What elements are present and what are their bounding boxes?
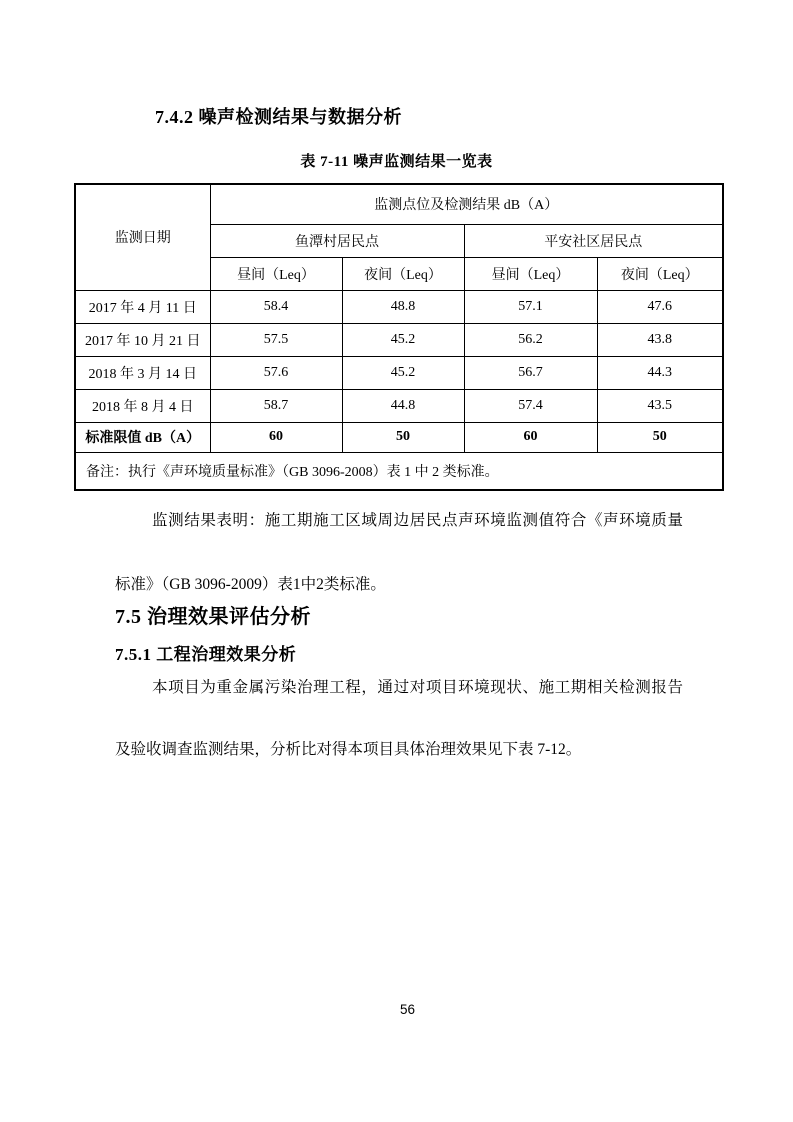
limit-row <box>75 422 723 452</box>
date-cell: 2017 年 4 月 11 日 <box>75 290 210 323</box>
header-cell-site2: 平安社区居民点 <box>464 224 723 257</box>
date-cell: 2018 年 8 月 4 日 <box>75 389 210 422</box>
limit-value-cell: 60 <box>210 422 342 452</box>
section-heading-742: 7.4.2 噪声检测结果与数据分析 <box>155 107 402 127</box>
value-cell: 58.7 <box>210 389 342 422</box>
table-row <box>75 323 723 356</box>
header-cell-day1: 昼间（Leq） <box>210 257 342 290</box>
header-cell-night1: 夜间（Leq） <box>342 257 464 290</box>
value-cell: 44.8 <box>342 389 464 422</box>
date-cell: 2018 年 3 月 14 日 <box>75 356 210 389</box>
limit-value-cell: 60 <box>464 422 597 452</box>
noise-monitoring-table <box>74 183 724 491</box>
header-cell-date: 监测日期 <box>75 184 210 290</box>
value-cell: 44.3 <box>597 356 723 389</box>
section-heading-75: 7.5 治理效果评估分析 <box>115 606 311 628</box>
value-cell: 57.6 <box>210 356 342 389</box>
page-number: 56 <box>399 1002 416 1017</box>
header-cell-site1: 鱼潭村居民点 <box>210 224 464 257</box>
value-cell: 57.5 <box>210 323 342 356</box>
value-cell: 43.5 <box>597 389 723 422</box>
date-cell: 2017 年 10 月 21 日 <box>75 323 210 356</box>
value-cell: 45.2 <box>342 356 464 389</box>
table-row <box>75 356 723 389</box>
value-cell: 57.4 <box>464 389 597 422</box>
value-cell: 57.1 <box>464 290 597 323</box>
table-note: 备注：执行《声环境质量标准》（GB 3096-2008）表 1 中 2 类标准。 <box>75 452 723 490</box>
limit-value-cell: 50 <box>342 422 464 452</box>
header-cell-night2: 夜间（Leq） <box>597 257 723 290</box>
paragraph-line: 及验收调查监测结果，分析比对得本项目具体治理效果见下表 7-12。 <box>115 741 582 758</box>
table-caption: 表 7-11 噪声监测结果一览表 <box>300 154 493 170</box>
paragraph-line: 监测结果表明：施工期施工区域周边居民点声环境监测值符合《声环境质量 <box>152 512 683 529</box>
paragraph-line: 本项目为重金属污染治理工程，通过对项目环境现状、施工期相关检测报告 <box>152 679 683 696</box>
value-cell: 43.8 <box>597 323 723 356</box>
paragraph-project-effect <box>115 672 683 765</box>
value-cell: 48.8 <box>342 290 464 323</box>
value-cell: 47.6 <box>597 290 723 323</box>
value-cell: 56.7 <box>464 356 597 389</box>
paragraph-monitoring-result <box>115 505 683 601</box>
value-cell: 45.2 <box>342 323 464 356</box>
note-row <box>75 452 723 490</box>
limit-value-cell: 50 <box>597 422 723 452</box>
limit-label-cell: 标准限值 dB（A） <box>75 422 210 452</box>
table-row <box>75 389 723 422</box>
table-row <box>75 290 723 323</box>
paragraph-line: 标准》（GB 3096-2009）表1中2类标准。 <box>115 576 386 593</box>
value-cell: 58.4 <box>210 290 342 323</box>
header-cell-result-group: 监测点位及检测结果 dB（A） <box>210 184 723 224</box>
section-heading-751: 7.5.1 工程治理效果分析 <box>115 645 297 664</box>
value-cell: 56.2 <box>464 323 597 356</box>
header-cell-day2: 昼间（Leq） <box>464 257 597 290</box>
